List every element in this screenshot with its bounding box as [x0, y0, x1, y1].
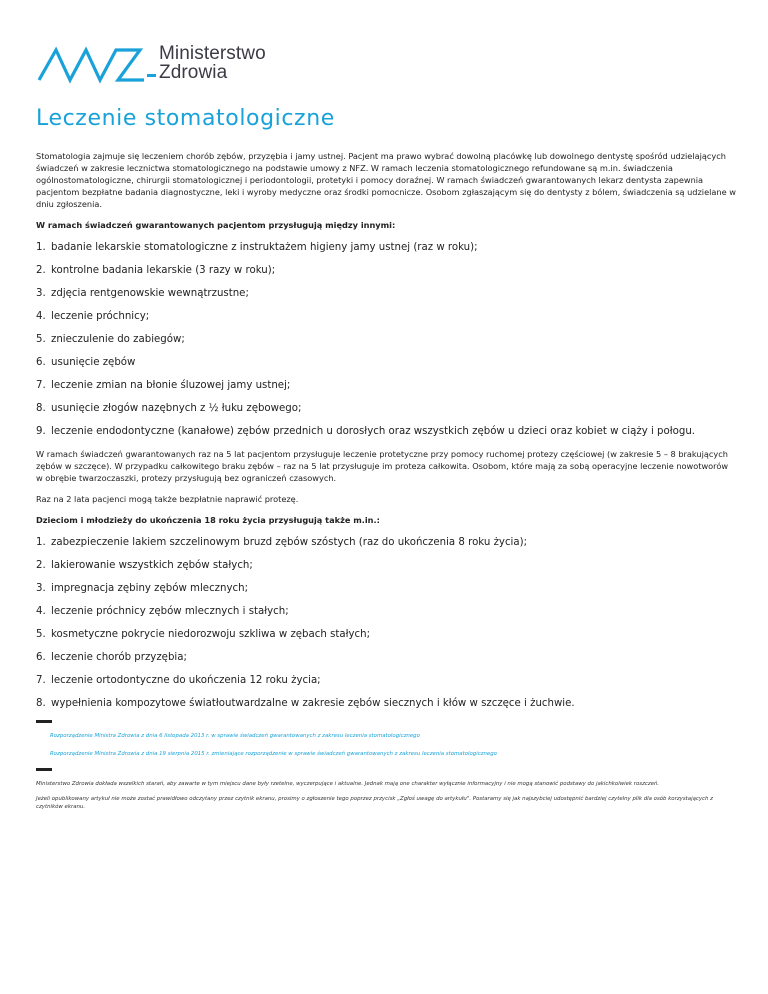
logo-text-line1: Ministerstwo [159, 43, 266, 64]
list-item-number: 5. [36, 334, 46, 345]
list-item-number: 3. [36, 288, 46, 299]
intro-paragraph: Stomatologia zajmuje się leczeniem chorób zębów, przyzębia i jamy ustnej. Pacjent ma prawo wybrać dowolną placówkę lub dowolnego dentystę spośród udzielających świadczeń w zakresie lecznictwa stomatologicznego na podstawie umowy z NFZ. W ramach leczenia stomatologicznego refundowane są m.in. świadczenia ogólnostomatologiczne, chirurgii stomatologicznej i periodontologii, protetyki i pomocy doraźnej. W ramach świadczeń gwarantowanych lekarz dentysta zapewnia pacjentom bezpłatne badania diagnostyczne, leki i wyroby medyczne oraz środki pomocnicze. Osobom zgłaszającym się do dentysty z bólem, świadczenia są udzielane w dniu zgłoszenia. [36, 151, 736, 209]
list-item-text: leczenie chorób przyzębia; [51, 652, 187, 663]
list-item-number: 4. [36, 311, 46, 322]
list-item-text: leczenie zmian na błonie śluzowej jamy ustnej; [51, 380, 291, 391]
list-item-text: impregnacja zębiny zębów mlecznych; [51, 583, 248, 594]
list-item [36, 651, 736, 665]
list-item [36, 287, 736, 301]
list-item-number: 3. [36, 583, 46, 594]
list-item [36, 333, 736, 347]
list-item [36, 356, 736, 370]
list-item-number: 5. [36, 629, 46, 640]
reference-link[interactable]: Rozporządzenie Ministra Zdrowia z dnia 19 sierpnia 2015 r. zmieniające rozporządzenie w sprawie świadczeń gwarantowanych z zakresu leczenia stomatologicznego [50, 751, 497, 757]
list-item [36, 402, 736, 416]
list-item-text: usunięcie złogów nazębnych z ½ łuku zębowego; [51, 403, 302, 414]
list-item-number: 4. [36, 606, 46, 617]
list-item-number: 8. [36, 698, 46, 709]
list-item [36, 674, 736, 688]
list-item-number: 6. [36, 357, 46, 368]
section2-heading: Dzieciom i młodzieży do ukończenia 18 roku życia przysługują także m.in.: [36, 515, 380, 525]
article-body [36, 150, 736, 818]
divider [36, 768, 52, 771]
list-item-number: 7. [36, 675, 46, 686]
list-item-text: leczenie próchnicy zębów mlecznych i stałych; [51, 606, 289, 617]
list-item-text: badanie lekarskie stomatologiczne z instruktażem higieny jamy ustnej (raz w roku); [51, 242, 478, 253]
list-item-number: 9. [36, 426, 46, 437]
section1-heading: W ramach świadczeń gwarantowanych pacjentom przysługują między innymi: [36, 220, 396, 230]
list-item-number: 8. [36, 403, 46, 414]
list-item-text: usunięcie zębów [51, 357, 136, 368]
list-item [36, 697, 736, 711]
list-item [36, 310, 736, 324]
list-item-text: leczenie ortodontyczne do ukończenia 12 roku życia; [51, 675, 321, 686]
repair-paragraph: Raz na 2 lata pacjenci mogą także bezpłatnie naprawić protezę. [36, 494, 299, 504]
list-item-number: 1. [36, 242, 46, 253]
ministry-logo [36, 44, 296, 84]
list-item [36, 582, 736, 596]
list-item-text: leczenie próchnicy; [51, 311, 150, 322]
logo-text-line2: Zdrowia [159, 62, 228, 83]
list-item-number: 1. [36, 537, 46, 548]
list-item-text: zabezpieczenie lakiem szczelinowym bruzd zębów szóstych (raz do ukończenia 8 roku życia); [51, 537, 528, 548]
list-item [36, 425, 736, 439]
reference-link[interactable]: Rozporządzenie Ministra Zdrowia z dnia 6 listopada 2013 r. w sprawie świadczeń gwarantowanych z zakresu leczenia stomatologicznego [50, 733, 420, 739]
list-item-number: 2. [36, 265, 46, 276]
logo-mark-icon [36, 44, 146, 84]
list-item-number: 6. [36, 652, 46, 663]
list-item-text: kosmetyczne pokrycie niedorozwoju szkliwa w zębach stałych; [51, 629, 371, 640]
list-item-text: zdjęcia rentgenowskie wewnątrzustne; [51, 288, 249, 299]
list-item [36, 536, 736, 550]
accessibility-note: Jeżeli opublikowany artykuł nie może zostać prawidłowo odczytany przez czytnik ekranu, prosimy o zgłoszenie tego poprzez przycisk „Zgłoś uwagę do artykułu". Postaramy się jak najszybciej udostępnić bardziej czytelny plik dla osób korzystających z czytników ekranu. [36, 796, 713, 810]
list-item-number: 2. [36, 560, 46, 571]
list-item-text: wypełnienia kompozytowe światłoutwardzalne w zakresie zębów siecznych i kłów w szczęce i żuchwie. [51, 698, 575, 709]
divider [36, 720, 52, 723]
disclaimer-note: Ministerstwo Zdrowia dokłada wszelkich starań, aby zawarte w tym miejscu dane były rzetelne, wyczerpujące i aktualne. Jednak mają one charakter wyłącznie informacyjny i nie mogą stanowić podstawy do jakichkolwiek roszczeń. [36, 781, 660, 787]
list-item [36, 559, 736, 573]
list-item-text: leczenie endodontyczne (kanałowe) zębów przednich u dorosłych oraz wszystkich zębów u dzieci oraz kobiet w ciąży i połogu. [51, 426, 696, 437]
page-title: Leczenie stomatologiczne [36, 106, 335, 131]
logo-dash [147, 74, 156, 77]
list-item [36, 379, 736, 393]
list-item [36, 605, 736, 619]
list-item [36, 628, 736, 642]
prosthetics-paragraph: W ramach świadczeń gwarantowanych raz na 5 lat pacjentom przysługuje leczenie protetyczne przy pomocy ruchomej protezy częściowej (w zakresie 5 – 8 brakujących zębów w szczęce). W przypadku całkowitego braku zębów – raz na 5 lat przysługuje im proteza całkowita. Osobom, które mają za sobą operacyjne leczenie nowotworów w obrębie twarzoczaszki, protezy przysługują bez ograniczeń czasowych. [36, 449, 729, 483]
list-item [36, 264, 736, 278]
list-item-text: kontrolne badania lekarskie (3 razy w roku); [51, 265, 276, 276]
list-item-text: znieczulenie do zabiegów; [51, 334, 185, 345]
children-services-list [36, 536, 736, 711]
guaranteed-services-list [36, 241, 736, 439]
list-item-number: 7. [36, 380, 46, 391]
list-item [36, 241, 736, 255]
list-item-text: lakierowanie wszystkich zębów stałych; [51, 560, 253, 571]
